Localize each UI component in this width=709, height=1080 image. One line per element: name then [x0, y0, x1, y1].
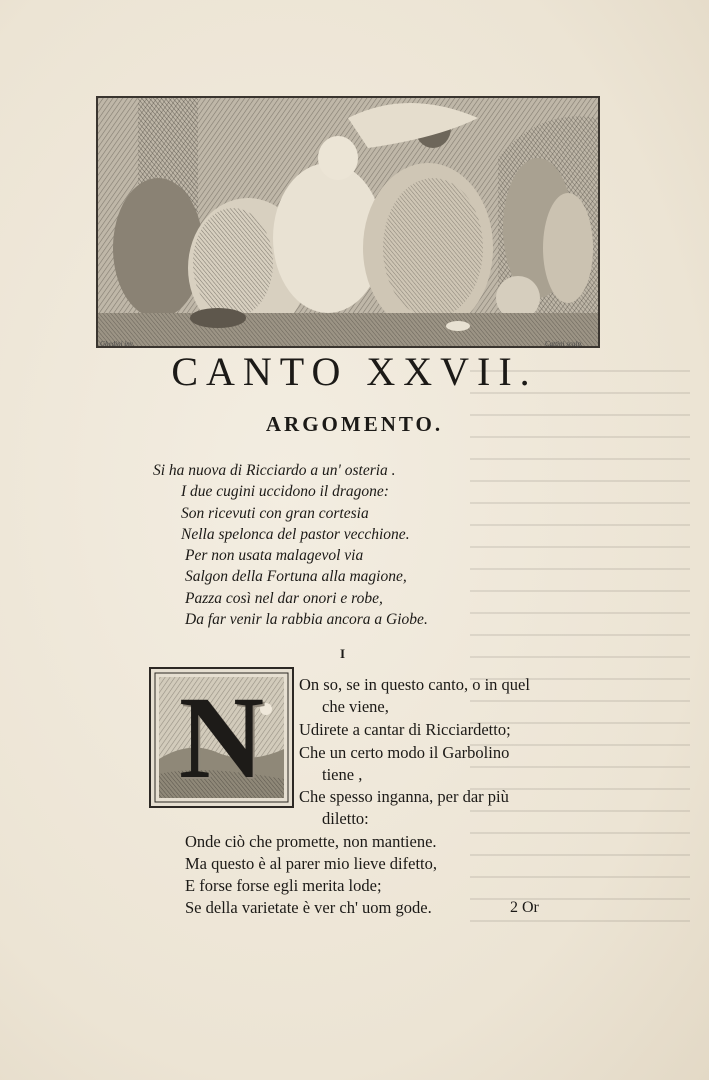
engraving-credit-engraver: Cattini sculp. [545, 340, 583, 348]
argomento-line: Salgon della Fortuna alla magione, [185, 568, 407, 586]
argomento-line: Pazza così nel dar onori e robe, [185, 589, 383, 607]
verse-line: che viene, [322, 697, 389, 716]
verse-line: E forse forse egli merita lode; [185, 876, 382, 895]
canto-title: CANTO XXVII. [171, 349, 538, 394]
argomento-heading: ARGOMENTO. [265, 412, 444, 436]
catchword: 2 Or [510, 899, 539, 916]
headpiece-engraving [96, 96, 600, 348]
argomento-line: Son ricevuti con gran cortesia [181, 504, 369, 522]
argomento-line: Da far venir la rabbia ancora a Giobe. [185, 611, 428, 629]
verse-line: Se della varietate è ver ch' uom gode. [185, 898, 432, 917]
verse-line: Udirete a cantar di Ricciardetto; [299, 720, 511, 739]
engraving-credit-inventor: Ghedini inv. [100, 340, 135, 348]
argomento-verses [153, 460, 428, 630]
verse-line: Che spesso inganna, per dar più [299, 787, 509, 806]
drop-cap-letter: N [178, 672, 265, 803]
decorated-initial [149, 667, 294, 808]
argomento-line: Per non usata malagevol via [185, 547, 364, 565]
verse-line: diletto: [322, 809, 369, 828]
verse-line: On so, se in questo canto, o in quel [299, 675, 530, 694]
verse-line: Ma questo è al parer mio lieve difetto, [185, 854, 437, 873]
argomento-line: Si ha nuova di Ricciardo a un' osteria . [153, 462, 396, 479]
verse-line: tiene , [322, 765, 363, 784]
argomento-line: Nella spelonca del pastor vecchione. [181, 525, 410, 543]
verse-line: Che un certo modo il Garbolino [299, 743, 510, 762]
show-through-text [470, 370, 690, 930]
stanza-number: I [340, 646, 346, 661]
argomento-line: I due cugini uccidono il dragone: [181, 483, 389, 501]
verse-line: Onde ciò che promette, non mantiene. [185, 832, 437, 851]
